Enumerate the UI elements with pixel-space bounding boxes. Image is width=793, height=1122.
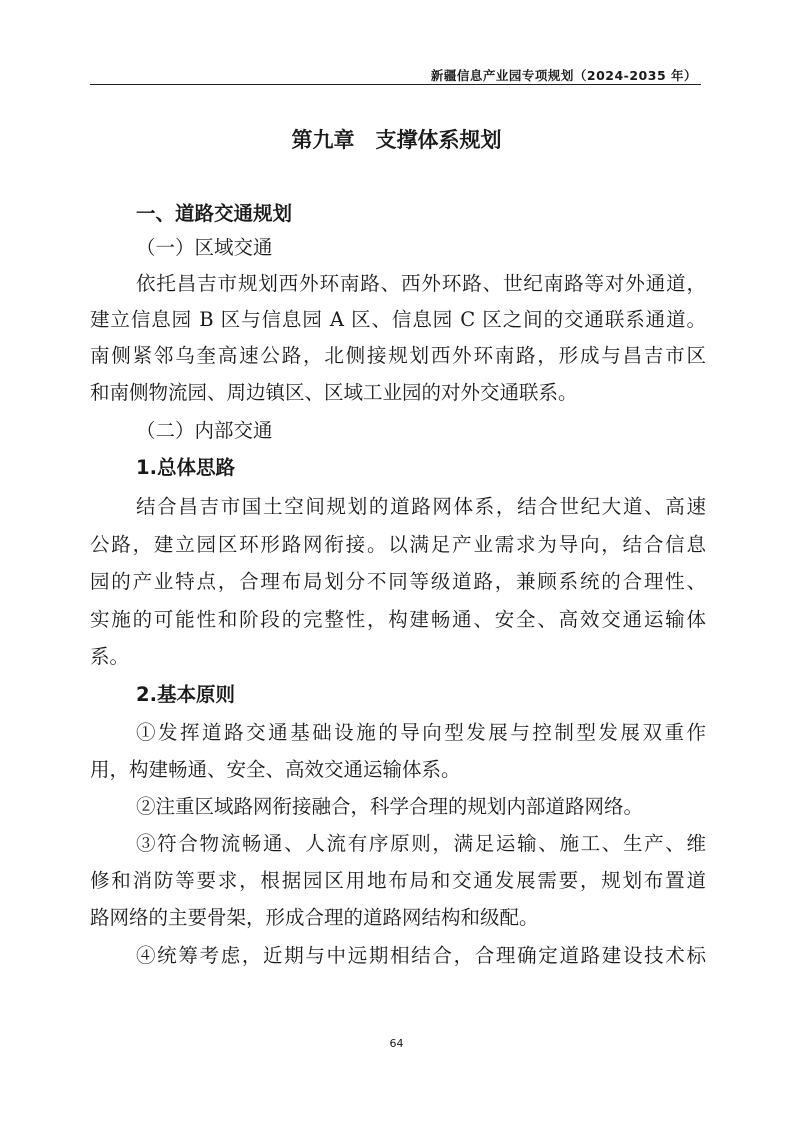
paragraph-line: 实施的可能性和阶段的完整性，构建畅通、安全、高效交通运输体: [90, 608, 706, 631]
paragraph-line: 和南侧物流园、周边镇区、区域工业园的对外交通联系。: [90, 381, 578, 404]
section-heading: 一、道路交通规划: [136, 202, 293, 225]
paragraph-line: 系。: [90, 645, 130, 668]
paragraph-line: ②注重区域路网衔接融合，科学合理的规划内部道路网络。: [136, 795, 644, 818]
numbered-heading: 2.基本原则: [136, 683, 235, 706]
paragraph-line: 结合昌吉市国土空间规划的道路网体系，结合世纪大道、高速: [136, 495, 706, 518]
paragraph-line: 修和消防等要求，根据园区用地布局和交通发展需要，规划布置道: [90, 869, 706, 892]
page-number: 64: [389, 1037, 404, 1050]
paragraph-line: ④统筹考虑，近期与中远期相结合，合理确定道路建设技术标: [136, 944, 706, 967]
paragraph-line: 园的产业特点，合理布局划分不同等级道路，兼顾系统的合理性、: [90, 570, 706, 593]
numbered-heading: 1.总体思路: [136, 456, 235, 479]
paragraph-line: ①发挥道路交通基础设施的导向型发展与控制型发展双重作: [136, 721, 706, 744]
subsection-heading: （一）区域交通: [136, 236, 273, 259]
running-header: [90, 62, 701, 85]
paragraph-line: 建立信息园 B 区与信息园 A 区、信息园 C 区之间的交通联系通道。: [90, 308, 706, 331]
paragraph-line: 路网络的主要骨架，形成合理的道路网结构和级配。: [90, 906, 539, 929]
header-title: 新疆信息产业园专项规划（2024-2035 年）: [430, 68, 697, 83]
paragraph-line: 公路，建立园区环形路网衔接。以满足产业需求为导向，结合信息: [90, 533, 706, 556]
paragraph-line: ③符合物流畅通、人流有序原则，满足运输、施工、生产、维: [136, 832, 706, 855]
paragraph-line: 依托昌吉市规划西外环南路、西外环路、世纪南路等对外通道，: [136, 272, 706, 295]
chapter-title: 第九章 支撑体系规划: [291, 128, 502, 152]
paragraph-line: 南侧紧邻乌奎高速公路，北侧接规划西外环南路，形成与昌吉市区: [90, 344, 706, 367]
paragraph-line: 用，构建畅通、安全、高效交通运输体系。: [90, 758, 461, 781]
subsection-heading: （二）内部交通: [136, 419, 273, 442]
